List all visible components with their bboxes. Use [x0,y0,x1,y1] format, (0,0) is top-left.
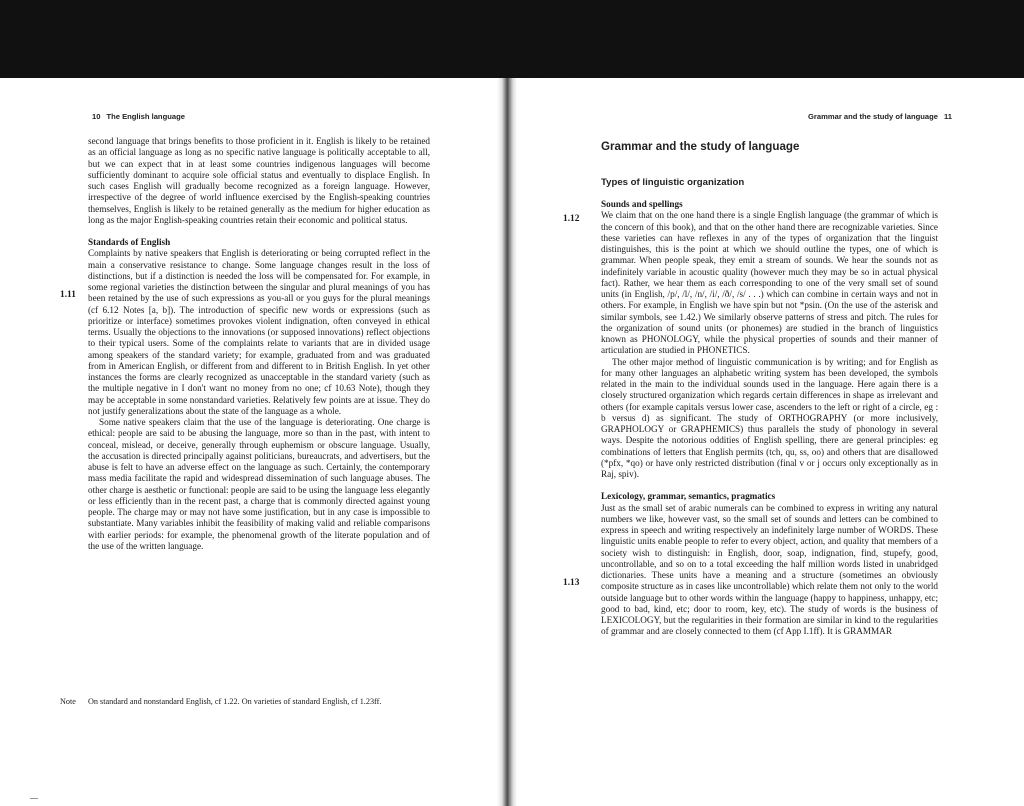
lexicology-paragraph-1: Just as the small set of arabic numerals can be combined to express in writing any natural numbers we like, however vast, so the small set of sounds and letters can be combined to express in speech and writing respectively an indefinitely large number of WORDS. These linguistic units enable people to refer to every object, action, and quality that members of a society wish to distinguish: in English, door, soap, indignation, find, stupefy, good, uncontrollable, and so on to a total exceeding the half million words listed in unabridged dictionaries. These units have a meaning and a structure (sometimes an obviously composite structure as in cases like uncontrollable) which relate them not only to the world outside language but to other words within the language (happy to happiness, unhappy, etc; good to bad, kind, etc; door to room, key, etc). The study of words is the business of LEXICOLOGY, but the regularities in their formation are similar in kind to the regularities of grammar and are closely connected to them (cf App I.1ff). It is GRAMMAR [601,502,938,637]
left-running-head [92,112,185,121]
sounds-paragraph-2: The other major method of linguistic communication is by writing; and for English as for many other languages an alphabetic writing system has been developed, the symbols related in the main to the individual sounds used in the language. Here again there is a closely structured organization which regards certain differences in shape as irrelevant and others (for example capitals versus lower case, ascenders to the left or right of a circle, eg : b versus d) as significant. The study of ORTHOGRAPHY (or more inclusively, GRAPHOLOGY or GRAPHEMICS) thus parallels the study of phonology in several ways. Despite the notorious oddities of English spelling, there are general principles: eg combinations of letters that English permits (tch, qu, ss, oo) and others that are disallowed (*pfx, *qo) or have only restricted distribution (final v or j occurs only exceptionally as in Raj, spiv). [601,356,938,479]
sounds-paragraph-1: We claim that on the one hand there is a single English language (the grammar of which is the concern of this book), and that on the other hand there are recognizable varieties. Since these varieties can have reflexes in any of the types of organization that the linguist distinguishes, this is the point at which we should outline the types, one of which is grammar. When people speak, they emit a stream of sounds. We hear the sounds not as indefinitely variable in acoustic quality (however much they may be so in actual physical fact). Rather, we hear them as each corresponding to one of the very small set of sound units (in English, /p/, /l/, /n/, /i/, /ð/, /s/ . . .) which can combine in certain ways and not in others. For example, in English we have spin but not *psin. (On the use of the asterisk and similar symbols, see 1.42.) We similarly observe patterns of stress and pitch. The rules for the organization of sound units (or phonemes) are studied in the branch of linguistics known as PHONOLOGY, while the physical properties of sounds and their manner of articulation are studied in PHONETICS. [601,210,938,356]
section-title: Types of linguistic organization [601,177,745,188]
right-page-number: 11 [943,112,952,121]
note-label: Note [60,697,76,706]
left-running-title: The English language [106,112,185,121]
standards-paragraph-2: Some native speakers claim that the use of the language is deteriorating. One charge is ethical: people are said to be abusing the language, more so than in the past, with intent to conceal, mislead, or deceive, generally through euphemism or obscure language. Usually, the accusation is directed principally against politicians, bureaucrats, and advertisers, but the abuse is felt to have an adverse effect on the language as such. Certainly, the contemporary mass media facilitate the rapid and widespread dissemination of such language abuses. The other charge is aesthetic or functional: people are said to be using the language less elegantly or less efficiently than in the recent past, a charge that is commonly directed against young people. The charge may or may not have some justification, but in any case is impossible to substantiate. Many variables inhibit the feasibility of making valid and reliable comparisons with earlier periods: for example, the phenomenal growth of the literate population and of the use of the written language. [88,417,430,551]
standards-heading: Standards of English [88,237,171,247]
left-page-number: 10 [92,112,101,121]
right-page-body [601,140,938,638]
sounds-spellings-heading: Sounds and spellings [601,199,683,209]
section-number-1-11: 1.11 [60,290,76,300]
lexicology-heading: Lexicology, grammar, semantics, pragmatics [601,491,776,502]
right-running-title: Grammar and the study of language [808,112,938,121]
scan-artifact-mark [30,798,38,799]
section-number-1-12: 1.12 [563,214,580,224]
left-page-body [88,136,430,552]
right-running-head [808,112,952,121]
continuation-paragraph: second language that brings benefits to those proficient in it. English is likely to be retained as an official language as long as no specific native language is politically acceptable to all, but we can expect that in at least some countries indigenous languages will become sufficiently dominant to acquire sole official status and eventually to displace English. In such cases English will gradually become recognized as a foreign language. However, irrespective of the degree of world influence exercised by the English-speaking countries themselves, English is likely to be retained generally as the medium for higher education as long as the major English-speaking countries retain their economic and political status. [88,136,430,225]
section-number-1-13: 1.13 [563,578,580,588]
book-spine-gutter [497,78,517,806]
standards-paragraph-1: Complaints by native speakers that English is deteriorating or being corrupted reflect in the main a conservative resistance to change. Some language changes result in the loss of distinctions, but if a distinction is needed the loss will be compensated for. For example, in some regional varieties the distinction between the singular and plural meanings of you has been retained by the use of such expressions as you-all or you guys for the plural meanings (cf 6.12 Notes [a, b]). The introduction of specific new words or expressions (such as prioritize or interface) sometimes provokes violent indignation, often conveyed in ethical terms. Usually the objections to the innovations (or supposed innovations) reflect objections to their typical users. Some of the complaints relate to variants that are in divided usage among speakers of the standard variety; for example, graduated from and was graduated from in American English, or different from and different to in British English. In yet other instances the forms are clearly recognized as unacceptable in the standard variety (such as the multiple negative in I don't want no money from no one; cf 10.63 Note), though they may be acceptable in some nonstandard varieties. Relatively few points are at issue. They do not justify generalizations about the state of the language as a whole. [88,248,430,416]
chapter-title: Grammar and the study of language [601,140,800,153]
note-text: On standard and nonstandard English, cf 1.22. On varieties of standard English, cf 1.23ff. [88,697,382,706]
scanner-top-band [0,0,1024,78]
